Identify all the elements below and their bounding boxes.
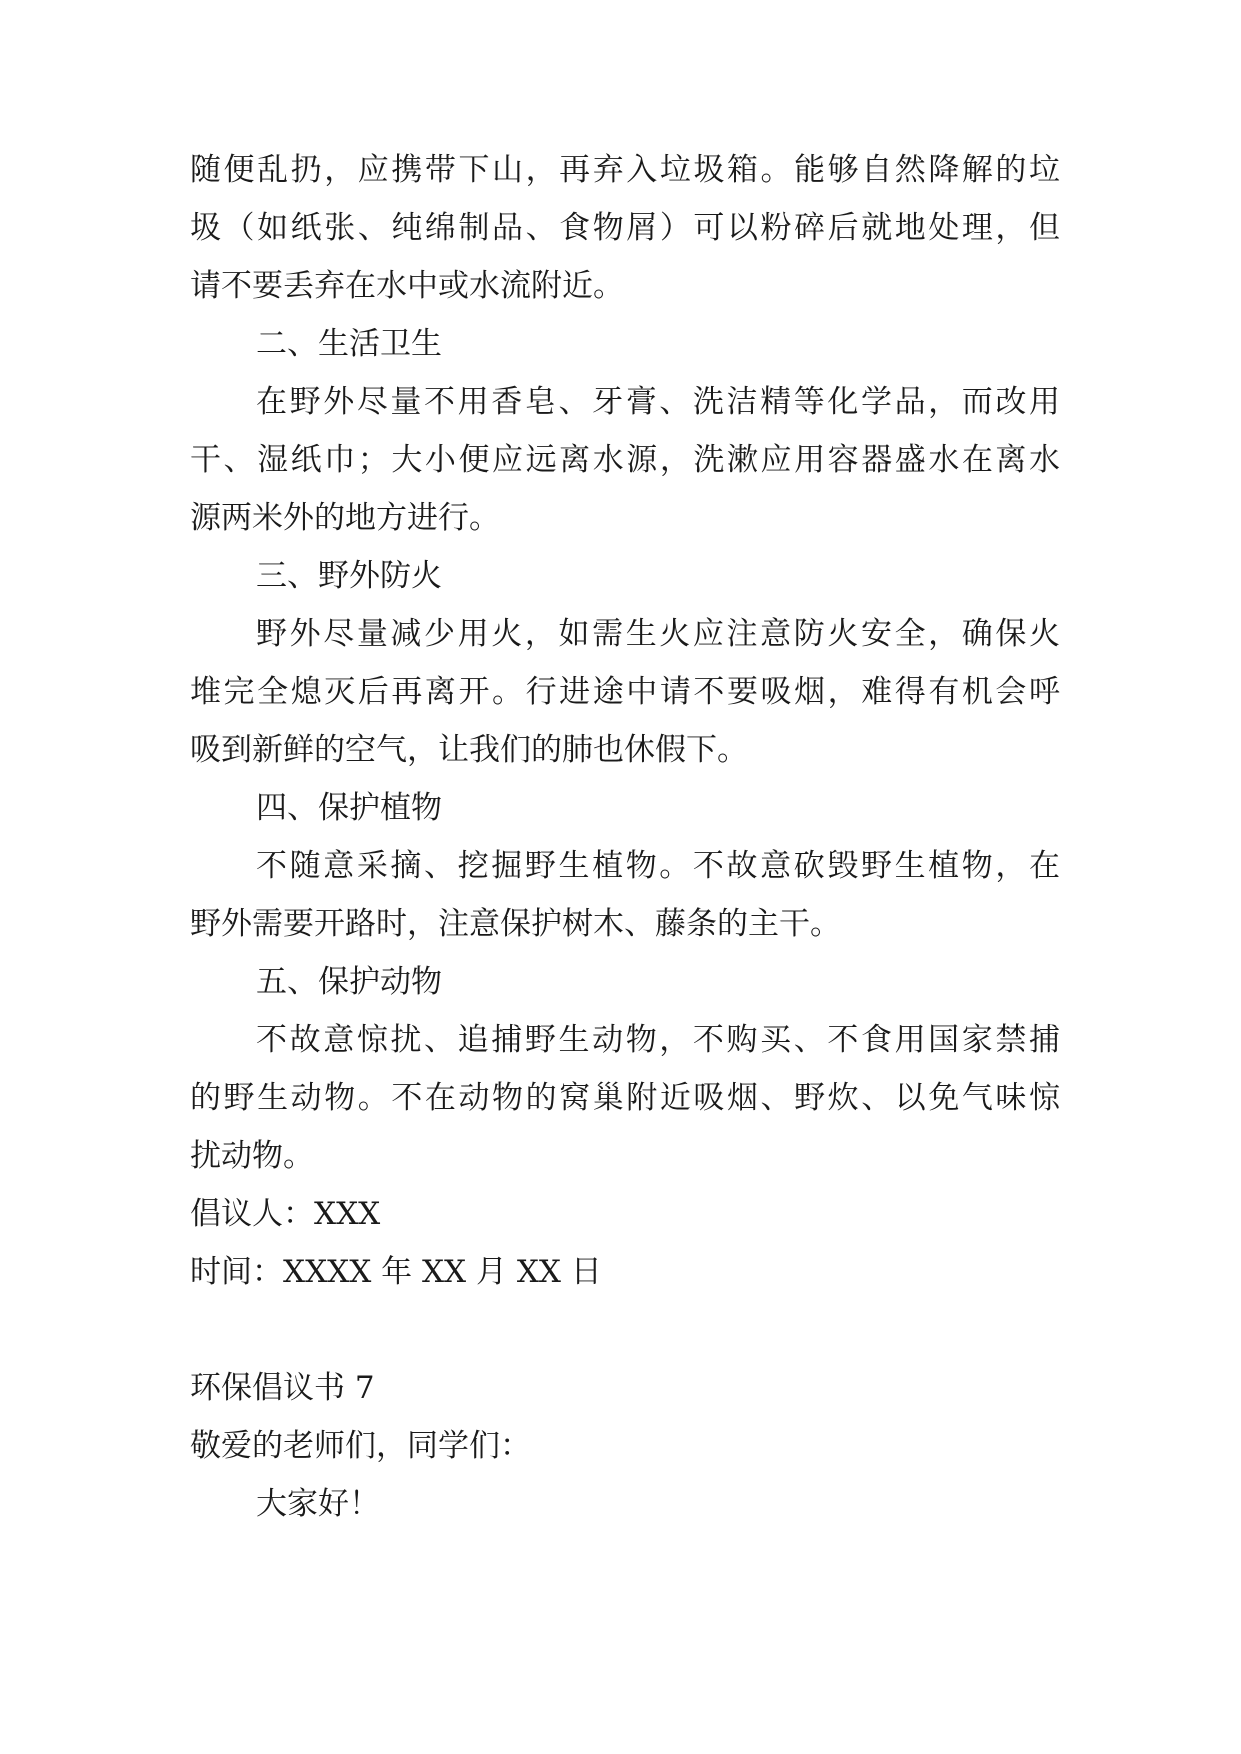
greeting: 大家好！ (256, 1486, 380, 1522)
paragraph-line: 随便乱扔，应携带下山，再弃入垃圾箱。能够自然降解的垃 (190, 152, 1060, 188)
section-heading: 五、保护动物 (256, 964, 442, 1000)
section-heading: 三、野外防火 (256, 558, 442, 594)
paragraph-line: 野外需要开路时，注意保护树木、藤条的主干。 (190, 906, 841, 942)
paragraph-line: 堆完全熄灭后再离开。行进途中请不要吸烟，难得有机会呼 (190, 674, 1060, 710)
paragraph-line: 在野外尽量不用香皂、牙膏、洗洁精等化学品，而改用 (256, 384, 1060, 420)
signature-date: 时间：XXXX 年 XX 月 XX 日 (190, 1254, 602, 1290)
paragraph-line: 源两米外的地方进行。 (190, 500, 500, 536)
paragraph-line: 扰动物。 (190, 1138, 314, 1174)
paragraph-line: 吸到新鲜的空气，让我们的肺也休假下。 (190, 732, 748, 768)
section-heading: 四、保护植物 (256, 790, 442, 826)
section-heading: 二、生活卫生 (256, 326, 442, 362)
paragraph-line: 不随意采摘、挖掘野生植物。不故意砍毁野生植物，在 (256, 848, 1060, 884)
paragraph-line: 野外尽量减少用火，如需生火应注意防火安全，确保火 (256, 616, 1060, 652)
paragraph-line: 干、湿纸巾；大小便应远离水源，洗漱应用容器盛水在离水 (190, 442, 1060, 478)
paragraph-line: 圾（如纸张、纯绵制品、食物屑）可以粉碎后就地处理，但 (190, 210, 1060, 246)
document-title: 环保倡议书 7 (190, 1370, 375, 1406)
salutation: 敬爱的老师们，同学们： (190, 1428, 531, 1464)
signature-proposer: 倡议人：XXX (190, 1196, 381, 1232)
paragraph-line: 不故意惊扰、追捕野生动物，不购买、不食用国家禁捕 (256, 1022, 1060, 1058)
paragraph-line: 请不要丢弃在水中或水流附近。 (190, 268, 624, 304)
paragraph-line: 的野生动物。不在动物的窝巢附近吸烟、野炊、以免气味惊 (190, 1080, 1060, 1116)
